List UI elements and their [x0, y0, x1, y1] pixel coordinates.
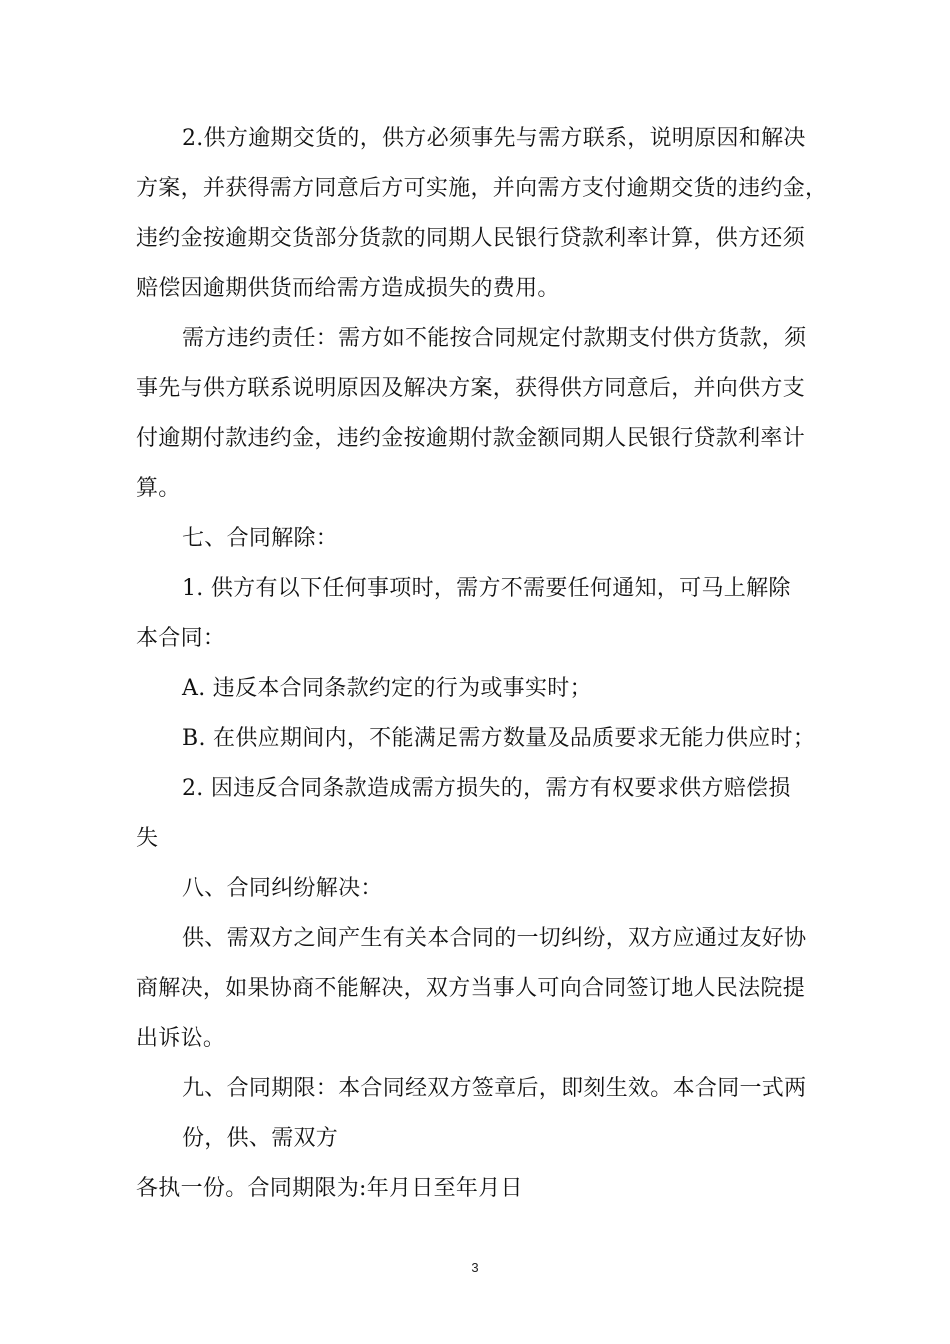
section-heading: 七、合同解除：	[182, 526, 339, 551]
text-line: 份，供、需双方	[182, 1126, 339, 1151]
section-heading: 八、合同纠纷解决：	[182, 876, 383, 901]
text-line: 商解决，如果协商不能解决，双方当事人可向合同签订地人民法院提	[136, 976, 806, 1001]
text-line: 供、需双方之间产生有关本合同的一切纠纷，双方应通过友好协	[182, 926, 807, 951]
text-line: 算。	[136, 476, 181, 501]
text-line: 事先与供方联系说明原因及解决方案，获得供方同意后，并向供方支	[136, 376, 806, 401]
text-line: 各执一份。合同期限为:年月日至年月日	[136, 1176, 523, 1201]
text-line: 1. 供方有以下任何事项时，需方不需要任何通知，可马上解除	[182, 576, 791, 601]
text-line: 失	[136, 826, 159, 851]
text-line: 出诉讼。	[136, 1026, 226, 1051]
text-line: 需方违约责任：需方如不能按合同规定付款期支付供方货款，须	[182, 326, 807, 351]
text-line: 2. 因违反合同条款造成需方损失的，需方有权要求供方赔偿损	[182, 776, 791, 801]
text-line: A. 违反本合同条款约定的行为或事实时；	[182, 676, 592, 701]
section-heading: 九、合同期限：本合同经双方签章后，即刻生效。本合同一式两	[182, 1076, 807, 1101]
page-number: 3	[471, 1260, 479, 1275]
text-line: 赔偿因逾期供货而给需方造成损失的费用。	[136, 276, 560, 301]
text-line: 2.供方逾期交货的，供方必须事先与需方联系，说明原因和解决	[182, 126, 806, 151]
text-line: 本合同：	[136, 626, 226, 651]
text-line: 违约金按逾期交货部分货款的同期人民银行贷款利率计算，供方还须	[136, 226, 806, 251]
text-line: 方案，并获得需方同意后方可实施，并向需方支付逾期交货的违约金，	[136, 176, 828, 201]
text-line: B. 在供应期间内，不能满足需方数量及品质要求无能力供应时；	[182, 726, 816, 751]
text-line: 付逾期付款违约金，违约金按逾期付款金额同期人民银行贷款利率计	[136, 426, 806, 451]
